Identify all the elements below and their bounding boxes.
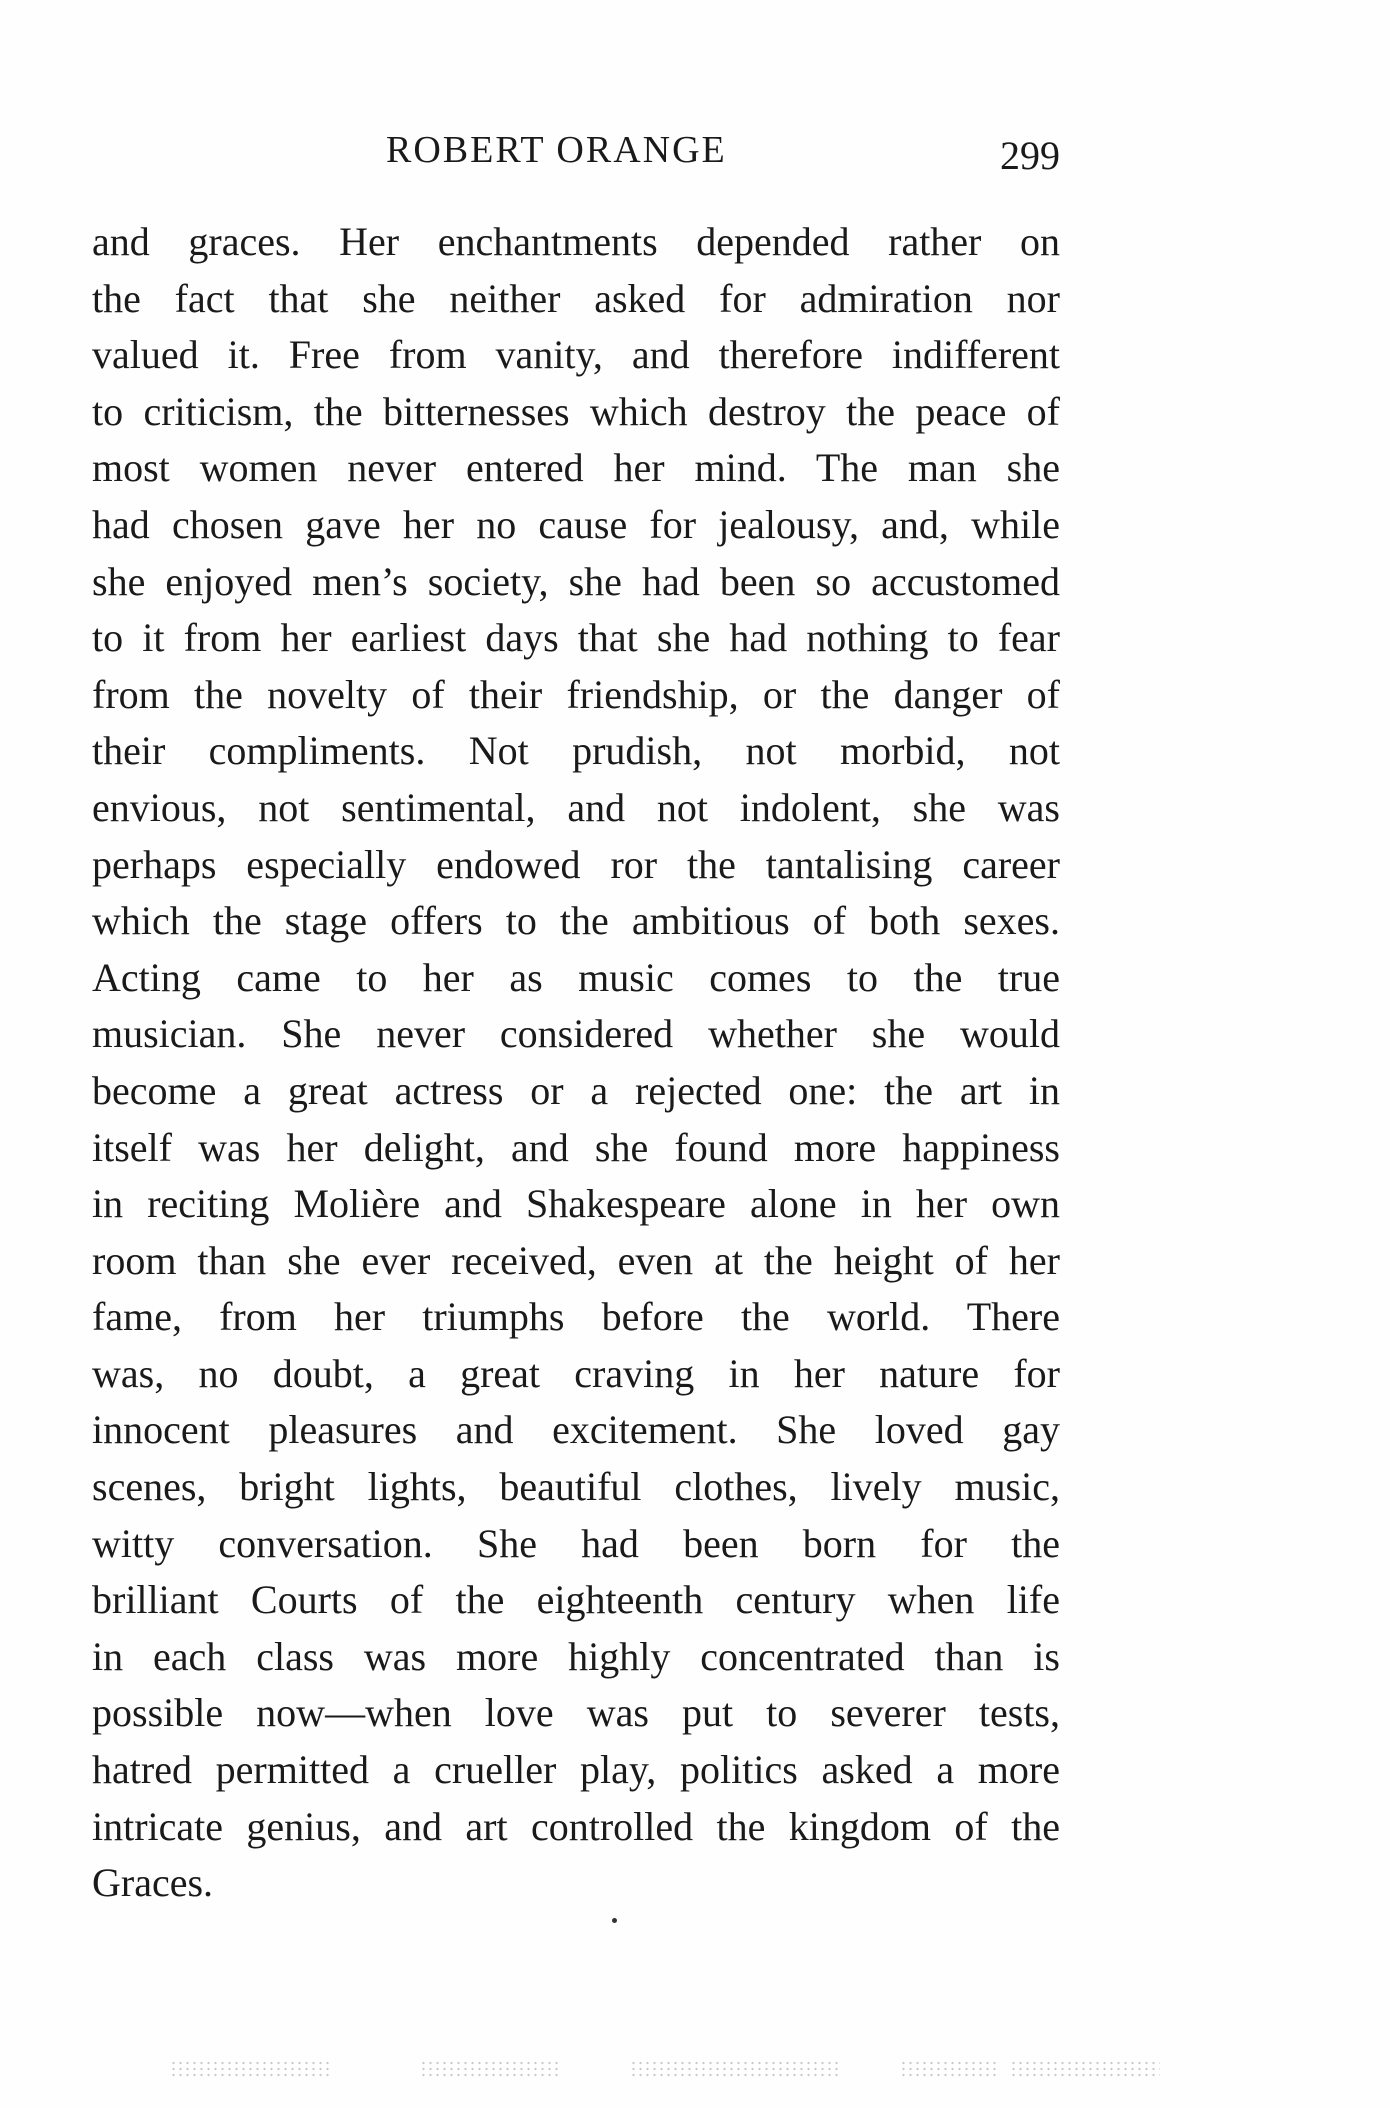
text-line: become a great actress or a rejected one: the art in	[92, 1067, 1060, 1113]
text-line: valued it. Free from vanity, and therefore indifferent	[92, 332, 1060, 378]
scan-speckle	[420, 2060, 560, 2078]
text-line: to criticism, the bitternesses which destroy the peace of	[92, 388, 1060, 434]
text-line: she enjoyed men’s society, she had been so accustomed	[92, 558, 1060, 604]
text-line: hatred permitted a crueller play, politics asked a more	[92, 1747, 1060, 1793]
text-line: in reciting Molière and Shakespeare alone in her own	[92, 1181, 1060, 1227]
text-line: most women never entered her mind. The man she	[92, 445, 1060, 491]
text-line: in each class was more highly concentrated than is	[92, 1633, 1060, 1679]
text-line: musician. She never considered whether she would	[92, 1011, 1060, 1057]
text-line: possible now—when love was put to severer tests,	[92, 1690, 1060, 1736]
page-number: 299	[1000, 133, 1060, 178]
text-line: intricate genius, and art controlled the kingdom of the	[92, 1803, 1060, 1849]
text-line: scenes, bright lights, beautiful clothes, lively music,	[92, 1464, 1060, 1510]
text-line: brilliant Courts of the eighteenth century when life	[92, 1577, 1060, 1623]
text-line: from the novelty of their friendship, or the danger of	[92, 671, 1060, 717]
text-line: which the stage offers to the ambitious of both sexes.	[92, 898, 1060, 944]
page-header	[92, 128, 1060, 178]
text-line: itself was her delight, and she found more happiness	[92, 1124, 1060, 1170]
text-line: envious, not sentimental, and not indolent, she was	[92, 784, 1060, 830]
text-line: was, no doubt, a great craving in her nature for	[92, 1350, 1060, 1396]
text-line: Graces.	[92, 1860, 214, 1906]
text-line: to it from her earliest days that she had nothing to fear	[92, 615, 1060, 661]
text-line: innocent pleasures and excitement. She loved gay	[92, 1407, 1060, 1453]
text-line: fame, from her triumphs before the world. There	[92, 1294, 1060, 1340]
text-line: and graces. Her enchantments depended rather on	[92, 219, 1060, 264]
text-line: Acting came to her as music comes to the true	[92, 954, 1060, 1000]
scan-speckle	[170, 2060, 330, 2078]
body-text	[92, 214, 1060, 1912]
text-line: room than she ever received, even at the height of her	[92, 1237, 1060, 1283]
text-line: the fact that she neither asked for admiration nor	[92, 275, 1060, 321]
text-line: their compliments. Not prudish, not morbid, not	[92, 728, 1060, 774]
scan-speckle	[1010, 2060, 1160, 2078]
scan-speckle	[900, 2060, 1000, 2078]
running-title: ROBERT ORANGE	[386, 129, 727, 171]
scan-speckle	[630, 2060, 840, 2078]
ink-dot	[612, 1918, 617, 1923]
text-line: witty conversation. She had been born for the	[92, 1520, 1060, 1566]
text-line: had chosen gave her no cause for jealousy, and, while	[92, 501, 1060, 547]
text-line: perhaps especially endowed ror the tantalising career	[92, 841, 1060, 887]
